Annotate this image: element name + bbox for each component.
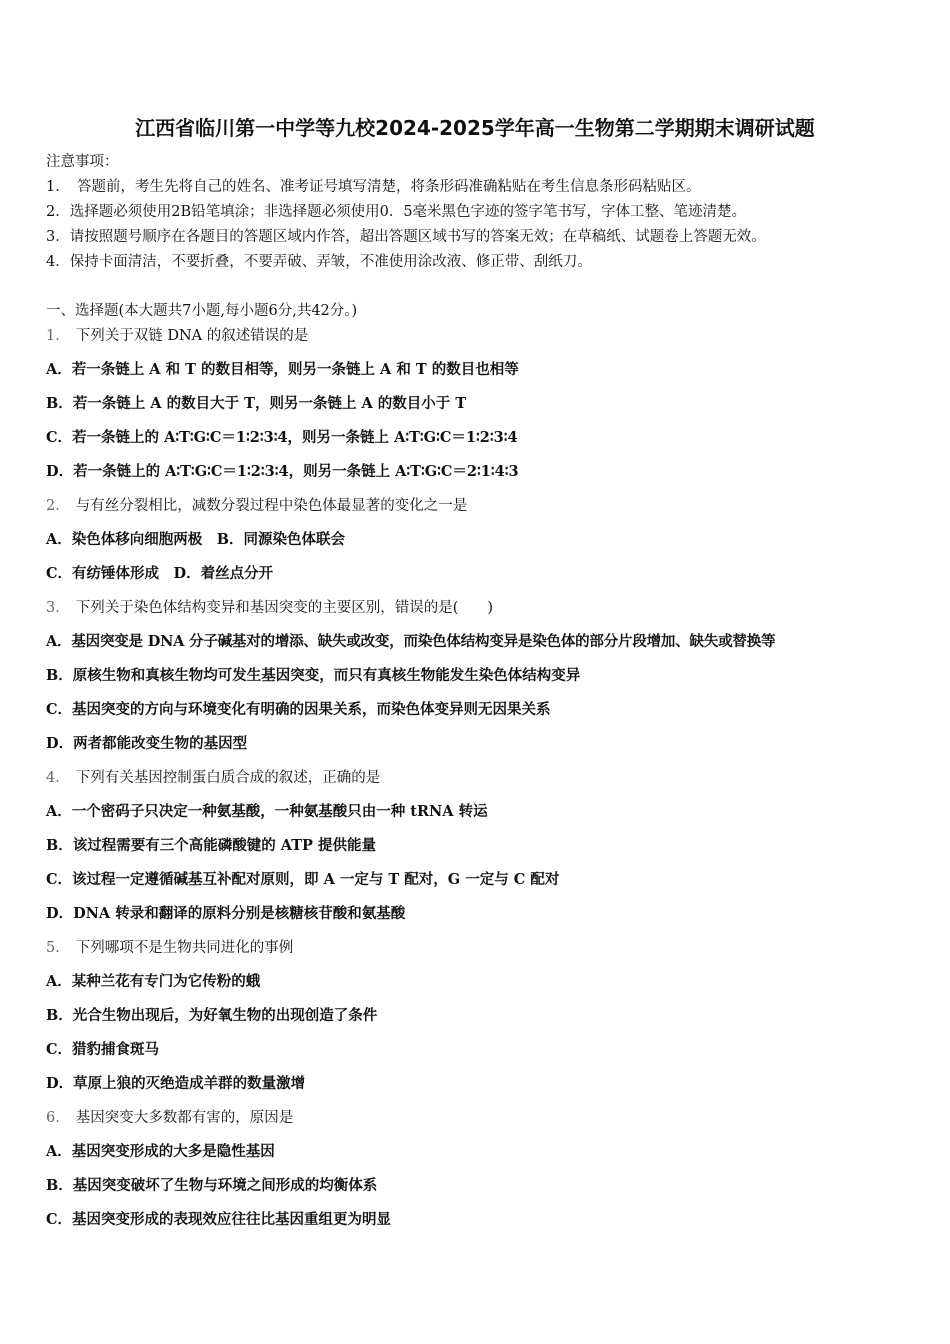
question-number: 6． [46, 1110, 70, 1126]
question-number: 5． [46, 940, 70, 956]
answer-option: C．猎豹捕食斑马 [46, 1041, 160, 1058]
answer-option: B．光合生物出现后，为好氧生物的出现创造了条件 [46, 1007, 378, 1024]
answer-option: B．基因突变破坏了生物与环境之间形成的均衡体系 [46, 1177, 378, 1194]
answer-option: A．基因突变形成的大多是隐性基因 [46, 1143, 275, 1160]
notice-item: 4．保持卡面清洁，不要折叠，不要弄破、弄皱，不准使用涂改液、修正带、刮纸刀。 [46, 254, 592, 270]
answer-option: C．基因突变形成的表现效应往往比基因重组更为明显 [46, 1211, 392, 1228]
question-text: 下列有关基因控制蛋白质合成的叙述，正确的是 [75, 770, 381, 786]
question-text: 下列关于染色体结构变异和基因突变的主要区别，错误的是( ) [75, 600, 494, 616]
notice-item: 1． 答题前，考生先将自己的姓名、准考证号填写清楚，将条形码准确粘贴在考生信息条形码粘贴区。 [46, 179, 701, 195]
answer-option: A．若一条链上 A 和 T 的数目相等，则另一条链上 A 和 T 的数目也相等 [46, 361, 519, 378]
answer-option: C．有纺锤体形成 D．着丝点分开 [46, 565, 274, 582]
answer-option: B．原核生物和真核生物均可发生基因突变，而只有真核生物能发生染色体结构变异 [46, 667, 581, 684]
answer-option: C．该过程一定遵循碱基互补配对原则，即 A 一定与 T 配对，G 一定与 C 配对 [46, 871, 560, 888]
notice-item: 3．请按照题号顺序在各题目的答题区域内作答，超出答题区域书写的答案无效；在草稿纸、试题卷上答题无效。 [46, 229, 766, 245]
answer-option: B．该过程需要有三个高能磷酸键的 ATP 提供能量 [46, 837, 377, 854]
answer-option: B．若一条链上 A 的数目大于 T，则另一条链上 A 的数目小于 T [46, 395, 467, 412]
question-stem [46, 496, 467, 516]
answer-option: A．基因突变是 DNA 分子碱基对的增添、缺失或改变，而染色体结构变异是染色体的部分片段增加、缺失或替换等 [46, 633, 776, 650]
answer-option: C．若一条链上的 A∶T∶G∶C＝1∶2∶3∶4，则另一条链上 A∶T∶G∶C＝1∶2∶3∶4 [46, 429, 518, 446]
question-number: 4． [46, 770, 70, 786]
question-text: 下列关于双链 DNA 的叙述错误的是 [75, 328, 309, 344]
answer-option: D．草原上狼的灭绝造成羊群的数量激增 [46, 1075, 306, 1092]
question-number: 3． [46, 600, 70, 616]
question-stem [46, 1108, 293, 1128]
question-text: 与有丝分裂相比，减数分裂过程中染色体最显著的变化之一是 [75, 498, 468, 514]
section-heading: 一、选择题(本大题共7小题,每小题6分,共42分。) [46, 303, 358, 319]
question-stem [46, 598, 493, 618]
question-stem [46, 326, 308, 346]
question-text: 基因突变大多数都有害的，原因是 [75, 1110, 294, 1126]
question-number: 2． [46, 498, 70, 514]
question-stem [46, 768, 380, 788]
answer-option: D．两者都能改变生物的基因型 [46, 735, 248, 752]
answer-option: A．某种兰花有专门为它传粉的蛾 [46, 973, 261, 990]
notice-item: 2．选择题必须使用2B铅笔填涂；非选择题必须使用0．5毫米黑色字迹的签字笔书写，字体工整、笔迹清楚。 [46, 204, 747, 220]
answer-option: D．DNA 转录和翻译的原料分别是核糖核苷酸和氨基酸 [46, 905, 406, 922]
question-stem [46, 938, 293, 958]
exam-title: 江西省临川第一中学等九校2024-2025学年高一生物第二学期期末调研试题 [135, 116, 815, 140]
answer-option: A．一个密码子只决定一种氨基酸，一种氨基酸只由一种 tRNA 转运 [46, 803, 488, 820]
answer-option: C．基因突变的方向与环境变化有明确的因果关系，而染色体变异则无因果关系 [46, 701, 551, 718]
answer-option: A．染色体移向细胞两极 B．同源染色体联会 [46, 531, 346, 548]
answer-option: D．若一条链上的 A∶T∶G∶C＝1∶2∶3∶4，则另一条链上 A∶T∶G∶C＝2∶1∶4∶3 [46, 463, 519, 480]
question-text: 下列哪项不是生物共同进化的事例 [75, 940, 294, 956]
question-number: 1． [46, 328, 70, 344]
notice-heading: 注意事项： [46, 154, 119, 170]
